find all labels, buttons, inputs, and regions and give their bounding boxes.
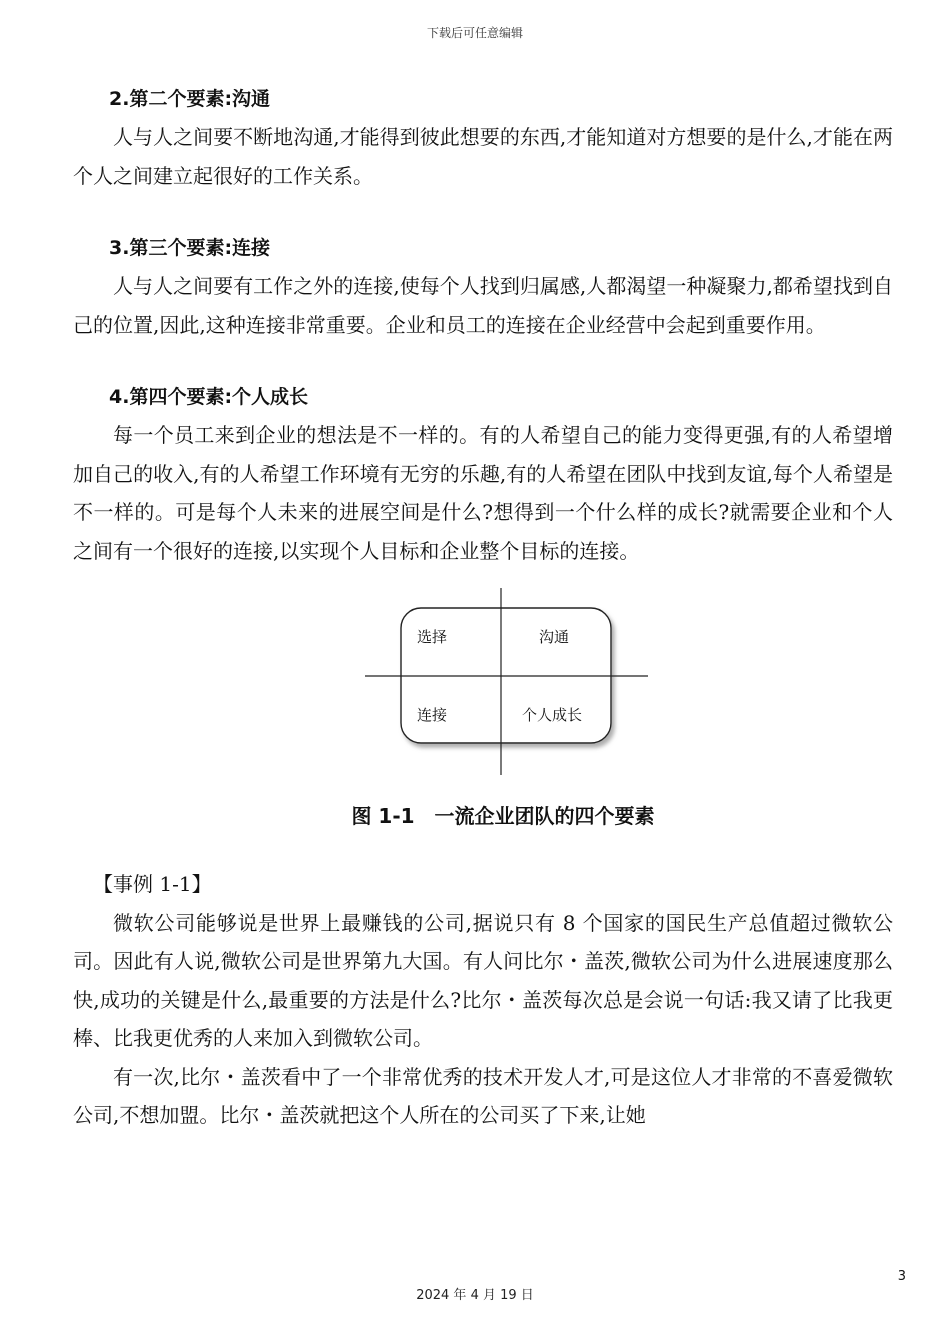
case-paragraph-2: 有一次,比尔・盖茨看中了一个非常优秀的技术开发人才,可是这位人才非常的不喜爱微软公司,不想加盟。比尔・盖茨就把这个人所在的公司买了下来,让她 bbox=[73, 1064, 893, 1127]
page-footer-date: 2024 年 4 月 19 日 bbox=[416, 1288, 534, 1303]
page-number: 3 bbox=[897, 1269, 906, 1284]
page-header: 下载后可任意编辑 bbox=[426, 26, 523, 40]
section-heading-connection: 3.第三个要素:连接 bbox=[109, 237, 271, 259]
case-paragraph-1: 微软公司能够说是世界上最赚钱的公司,据说只有 8 个国家的国民生产总值超过微软公司。因此有人说,微软公司是世界第九大国。有人问比尔・盖茨,微软公司为什么进展速度那么快,成功的关键是什么,最重要的方法是什么?比尔・盖茨每次总是会说一句话:我又请了比我更棒、比我更优秀的人来加入到微软公司。 bbox=[73, 910, 893, 1050]
quadrant-label-growth: 个人成长 bbox=[522, 706, 583, 724]
quadrant-diagram bbox=[365, 588, 655, 778]
quadrant-label-connection: 连接 bbox=[417, 706, 448, 724]
case-label: 【事例 1-1】 bbox=[93, 872, 212, 896]
section-heading-communication: 2.第二个要素:沟通 bbox=[109, 88, 271, 110]
section-heading-growth: 4.第四个要素:个人成长 bbox=[109, 386, 309, 408]
section-paragraph-communication: 人与人之间要不断地沟通,才能得到彼此想要的东西,才能知道对方想要的是什么,才能在两个人之间建立起很好的工作关系。 bbox=[73, 125, 893, 188]
quadrant-label-choice: 选择 bbox=[417, 628, 448, 646]
section-paragraph-growth: 每一个员工来到企业的想法是不一样的。有的人希望自己的能力变得更强,有的人希望增加自己的收入,有的人希望工作环境有无穷的乐趣,有的人希望在团队中找到友谊,每个人希望是不一样的。可是每个人未来的进展空间是什么?想得到一个什么样的成长?就需要企业和个人之间有一个很好的连接,以实现个人目标和企业整个目标的连接。 bbox=[73, 423, 893, 563]
figure-caption: 图 1-1 一流企业团队的四个要素 bbox=[351, 804, 655, 828]
page-content bbox=[73, 80, 893, 1135]
section-paragraph-connection: 人与人之间要有工作之外的连接,使每个人找到归属感,人都渴望一种凝聚力,都希望找到自己的位置,因此,这种连接非常重要。企业和员工的连接在企业经营中会起到重要作用。 bbox=[73, 274, 893, 337]
four-elements-figure bbox=[73, 588, 893, 783]
quadrant-label-communication: 沟通 bbox=[539, 628, 570, 646]
